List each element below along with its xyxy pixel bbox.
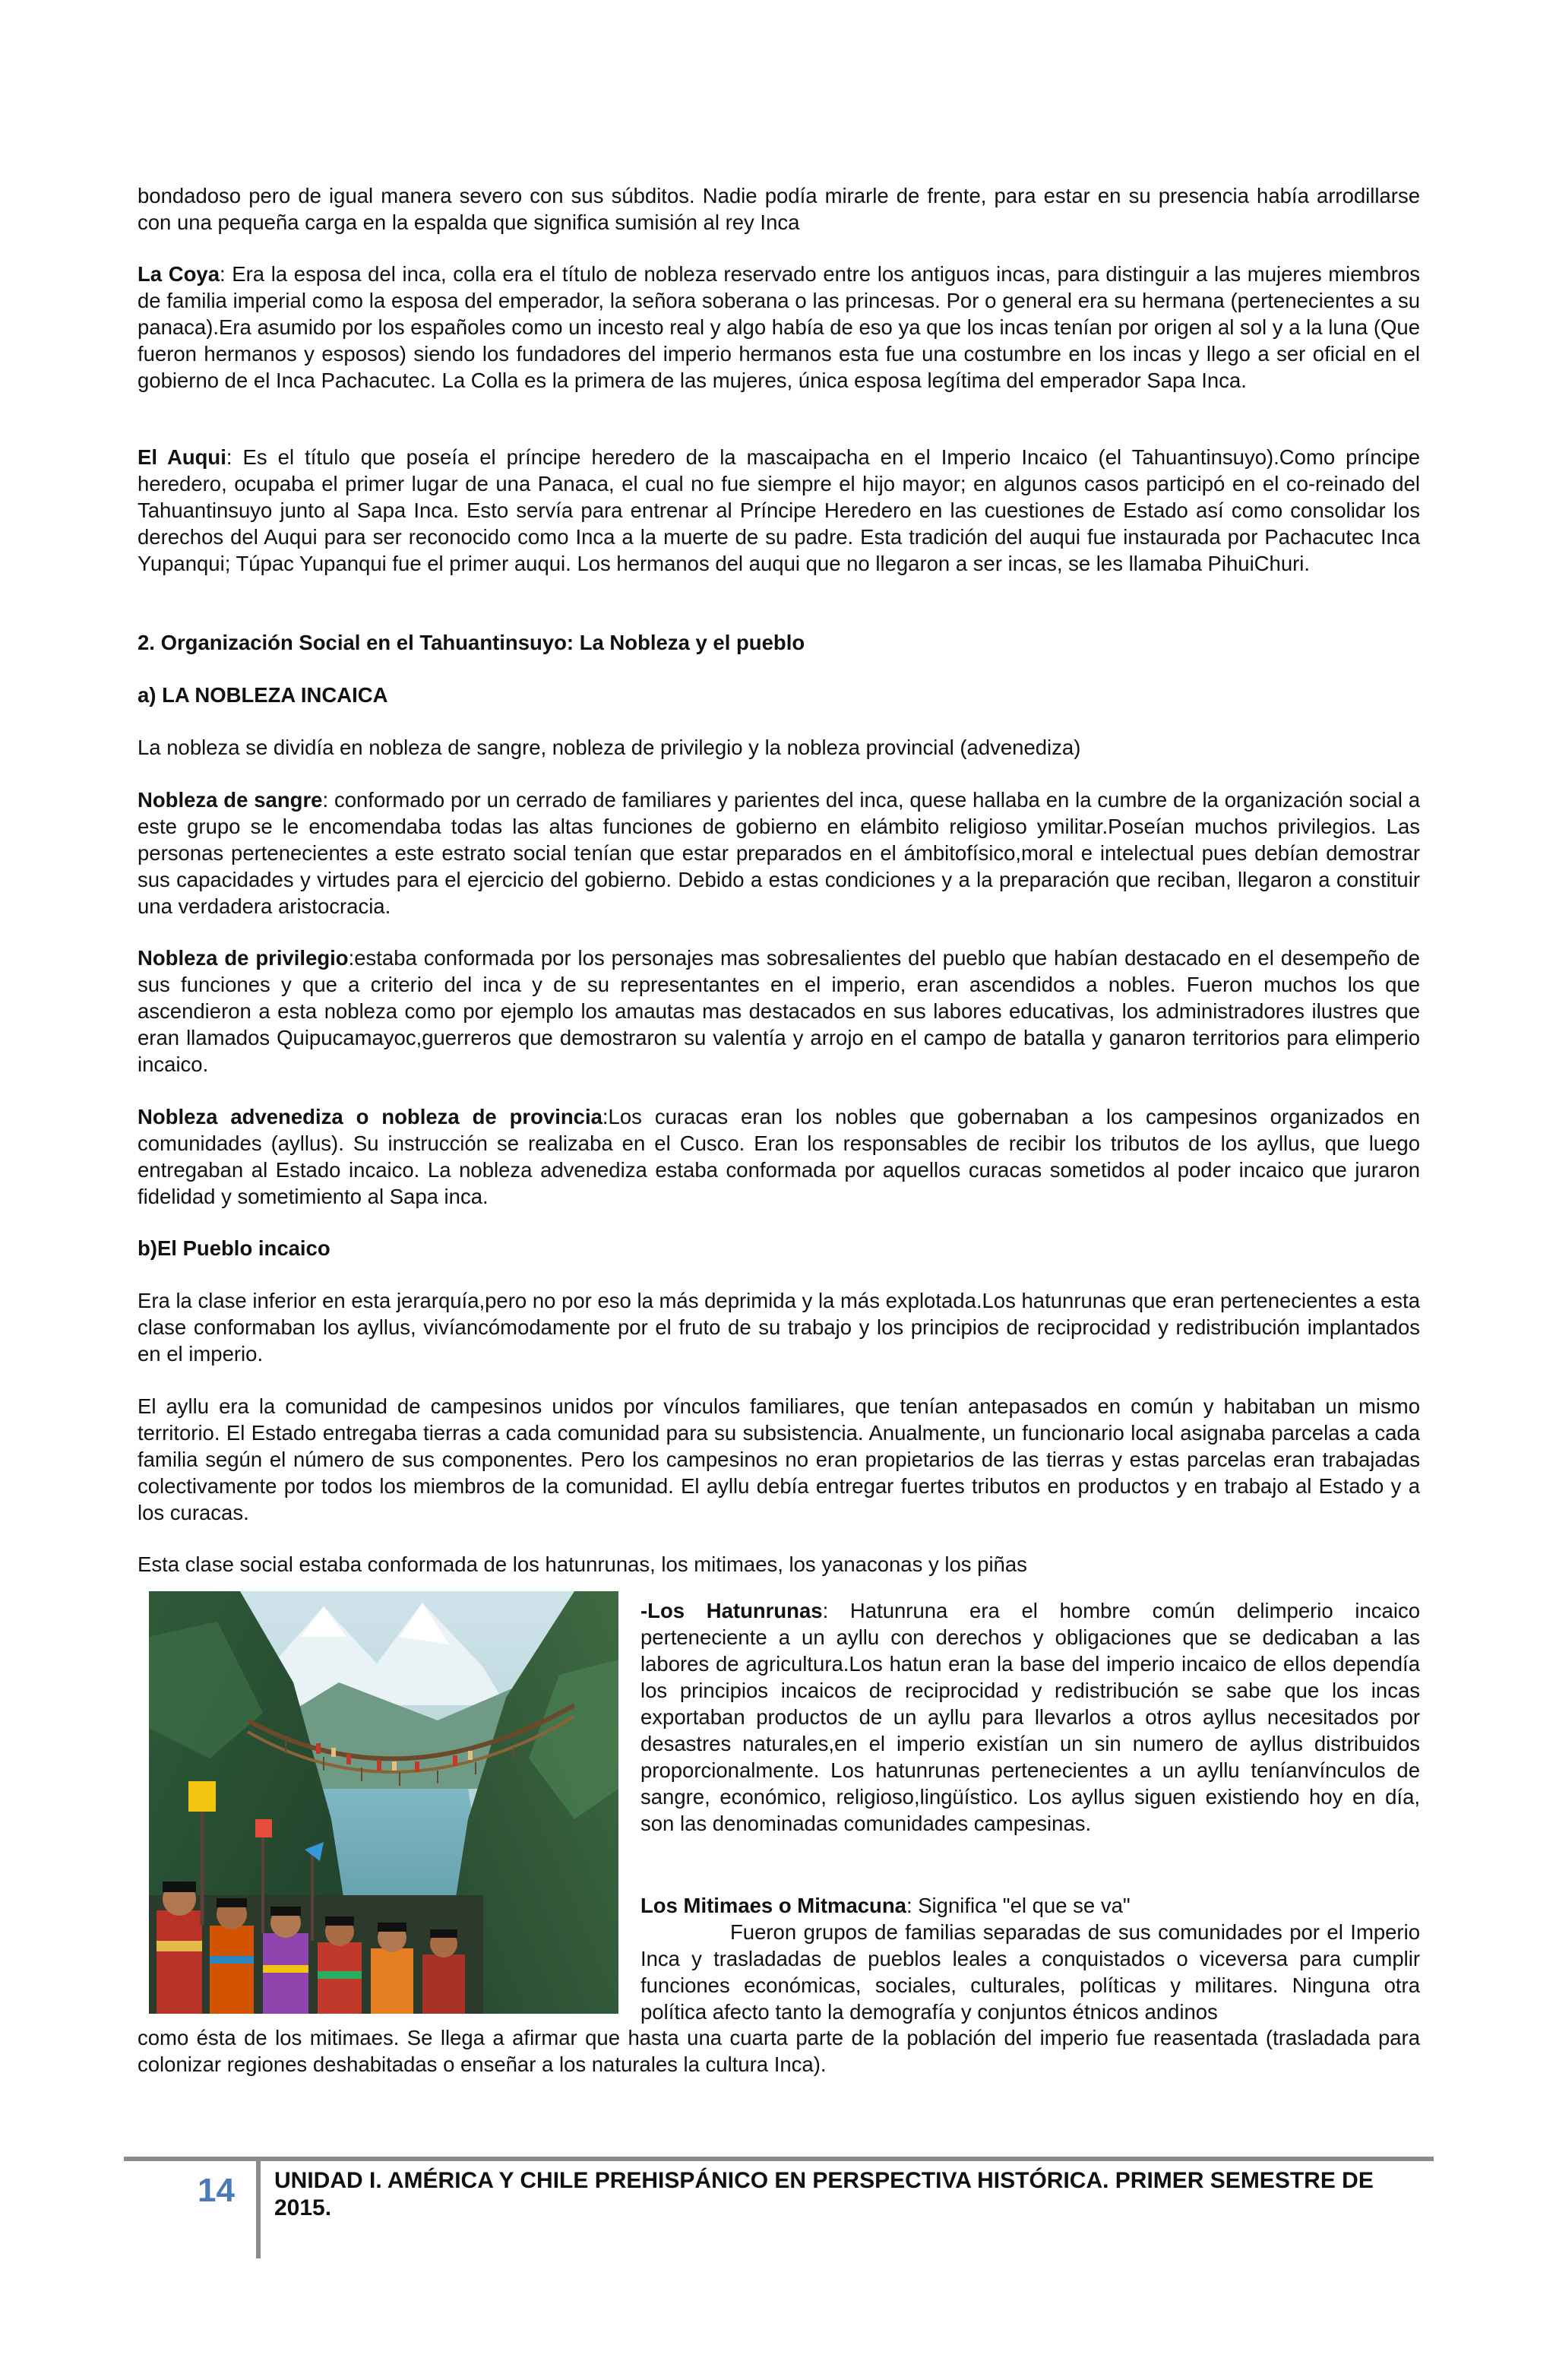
- paragraph-pueblo-clase-inferior: Era la clase inferior en esta jerarquía,pero no por eso la más deprimida y la más explotada.Los hatunrunas que eran pertenecientes a esta clase conformaban los ayllus, vivíancómodamente por el fruto de su trabajo y los principios de reciprocidad y redistribución implantados en el imperio.: [138, 1289, 1420, 1366]
- paragraph-mitimaes-text: Fueron grupos de familias separadas de sus comunidades por el Imperio Inca y trasladadas de pueblos leales a conquistados o viceversa para cumplir funciones económicas, sociales, culturales, políticas y militares. Ninguna otra política afecto tanto la demografía y conjuntos étnicos andinos: [640, 1920, 1420, 2024]
- paragraph-la-coya: [138, 261, 1420, 394]
- paragraph-el-auqui: [138, 444, 1420, 577]
- section-heading-nobleza-incaica: a) LA NOBLEZA INCAICA: [138, 683, 388, 707]
- section-heading-pueblo-incaico: b)El Pueblo incaico: [138, 1236, 330, 1260]
- paragraph-nobleza-de-sangre: [138, 786, 1420, 919]
- paragraph-clase-social: Esta clase social estaba conformada de los hatunrunas, los mitimaes, los yanaconas y los piñas: [138, 1552, 1027, 1576]
- paragraph-nobleza-de-sangre-text: : conformado por un cerrado de familiares y parientes del inca, quese hallaba en la cumbre de la organización social a este grupo se le encomendaba todas las altas funciones de gobierno en elámbito religioso ymilitar.Poseían muchos privilegios. Las personas pertenecientes a este estrato social tenían que estar preparados en el ámbitofísico,moral e intelectual pues debían demostrar sus capacidades y virtudes para el ejercicio del gobierno. Debido a estas condiciones y a la preparación que reciban, llegaron a constituir una verdadera aristocracia.: [138, 788, 1420, 918]
- section-heading-organizacion-social: 2. Organización Social en el Tahuantinsuyo: La Nobleza y el pueblo: [138, 631, 805, 654]
- term-nobleza-advenediza: Nobleza advenediza o nobleza de provincia: [138, 1105, 602, 1128]
- footer-vertical-divider: [256, 2158, 261, 2258]
- illustration-inca-bridge: [149, 1591, 618, 2014]
- term-mitimaes: Los Mitimaes o Mitmacuna: [640, 1894, 906, 1917]
- paragraph-nobleza-advenediza: [138, 1103, 1420, 1210]
- paragraph-el-auqui-text: : Es el título que poseía el príncipe heredero de la mascaipacha en el Imperio Incaico (el Tahuantinsuyo).Como príncipe heredero, ocupaba el primer lugar de una Panaca, el cual no fue siempre el hijo mayor; en algunos casos participó en el co-reinado del Tahuantinsuyo junto al Sapa Inca. Esto servía para entrenar al Príncipe Heredero en las cuestiones de Estado así como consolidar los derechos del Auqui para ser reconocido como Inca a la muerte de su padre. Esta tradición del auqui fue instaurada por Pachacutec Inca Yupanqui; Túpac Yupanqui fue el primer auqui. Los hermanos del auqui que no llegaron a ser incas, se les llamaba PihuiChuri.: [138, 445, 1421, 575]
- term-nobleza-de-sangre: Nobleza de sangre: [138, 788, 323, 812]
- paragraph-mitimaes: [640, 1892, 1420, 2025]
- paragraph-nobleza-de-privilegio: [138, 945, 1420, 1078]
- page-number: 14: [198, 2172, 235, 2209]
- term-nobleza-de-privilegio: Nobleza de privilegio: [138, 946, 349, 970]
- term-la-coya: La Coya: [138, 262, 220, 286]
- paragraph-mitimaes-continued: como ésta de los mitimaes. Se llega a afirmar que hasta una cuarta parte de la población del imperio fue reasentada (trasladada para colonizar regiones deshabitadas o enseñar a los naturales la cultura Inca).: [138, 2026, 1420, 2076]
- paragraph-hatunrunas: [640, 1597, 1420, 1837]
- paragraph-hatunrunas-text: : Hatunruna era el hombre común delimperio incaico perteneciente a un ayllu con derechos y obligaciones que se dedicaban a las labores de agricultura.Los hatun eran la base del imperio incaico de ellos dependía los principios incaicos de reciprocidad y redistribución se sabe que los incas exportaban productos de un ayllu para llevarlos a otros ayllus necesitados por desastres naturales,en el imperio existían un sin numero de ayllus distribuidos proporcionalmente. Los hatunrunas pertenecientes a un ayllu teníanvínculos de sangre, económico, religioso,lingüístico. Los ayllus siguen existiendo hoy en día, son las denominadas comunidades campesinas.: [640, 1599, 1420, 1835]
- term-hatunrunas: -Los Hatunrunas: [640, 1599, 823, 1622]
- footer-unit-title: UNIDAD I. AMÉRICA Y CHILE PREHISPÁNICO EN PERSPECTIVA HISTÓRICA. PRIMER SEMESTRE DE 2015.: [274, 2168, 1374, 2220]
- paragraph-mitimaes-meaning: : Significa "el que se va": [906, 1894, 1131, 1917]
- footer-divider: [124, 2157, 1434, 2161]
- paragraph-ayllu: El ayllu era la comunidad de campesinos unidos por vínculos familiares, que tenían antepasados en común y habitaban un mismo territorio. El Estado entregaba tierras a cada comunidad para su subsistencia. Anualmente, un funcionario local asignaba parcelas a cada familia según el número de sus componentes. Pero los campesinos no eran propietarios de las tierras y estas parcelas eran trabajadas colectivamente por todos los miembros de la comunidad. El ayllu debía entregar fuertes tributos en productos y en trabajo al Estado y a los curacas.: [138, 1394, 1420, 1524]
- paragraph-nobleza-advenediza-text: :Los curacas eran los nobles que gobernaban a los campesinos organizados en comunidades (ayllus). Su instrucción se realizaba en el Cusco. Eran los responsables de recibir los tributos de los ayllus, que luego entregaban al Estado incaico. La nobleza advenediza estaba conformada por aquellos curacas sometidos al poder incaico que juraron fidelidad y sometimiento al Sapa inca.: [138, 1105, 1420, 1208]
- term-el-auqui: El Auqui: [138, 445, 226, 469]
- paragraph-nobleza-intro: La nobleza se dividía en nobleza de sangre, nobleza de privilegio y la nobleza provincial (advenediza): [138, 736, 1081, 759]
- paragraph-nobleza-de-privilegio-text: :estaba conformada por los personajes mas sobresalientes del pueblo que habían destacado en el desempeño de sus funciones y que a criterio del inca y de su representantes en el imperio, eran ascendidos a nobles. Fueron muchos los que ascendieron a esta nobleza como por ejemplo los amautas mas destacados en sus labores educativas, los administradores ilustres que eran llamados Quipucamayoc,guerreros que demostraron su valentía y arrojo en el campo de batalla y ganaron territorios para elimperio incaico.: [138, 946, 1420, 1076]
- paragraph-la-coya-text: : Era la esposa del inca, colla era el título de nobleza reservado entre los antiguos incas, para distinguir a las mujeres miembros de familia imperial como la esposa del emperador, la señora soberana o las princesas. Por o general era su hermana (pertenecientes a su panaca).Era asumido por los españoles como un incesto real y algo había de eso ya que los incas tenían por origen al sol y a la luna (Que fueron hermanos y esposos) siendo los fundadores del imperio hermanos esta fue una costumbre en los incas y llego a ser oficial en el gobierno de el Inca Pachacutec. La Colla es la primera de las mujeres, única esposa legítima del emperador Sapa Inca.: [138, 262, 1420, 392]
- paragraph-sapa-inca-end: bondadoso pero de igual manera severo con sus súbditos. Nadie podía mirarle de frente, para estar en su presencia había arrodillarse con una pequeña carga en la espalda que significa sumisión al rey Inca: [138, 184, 1420, 234]
